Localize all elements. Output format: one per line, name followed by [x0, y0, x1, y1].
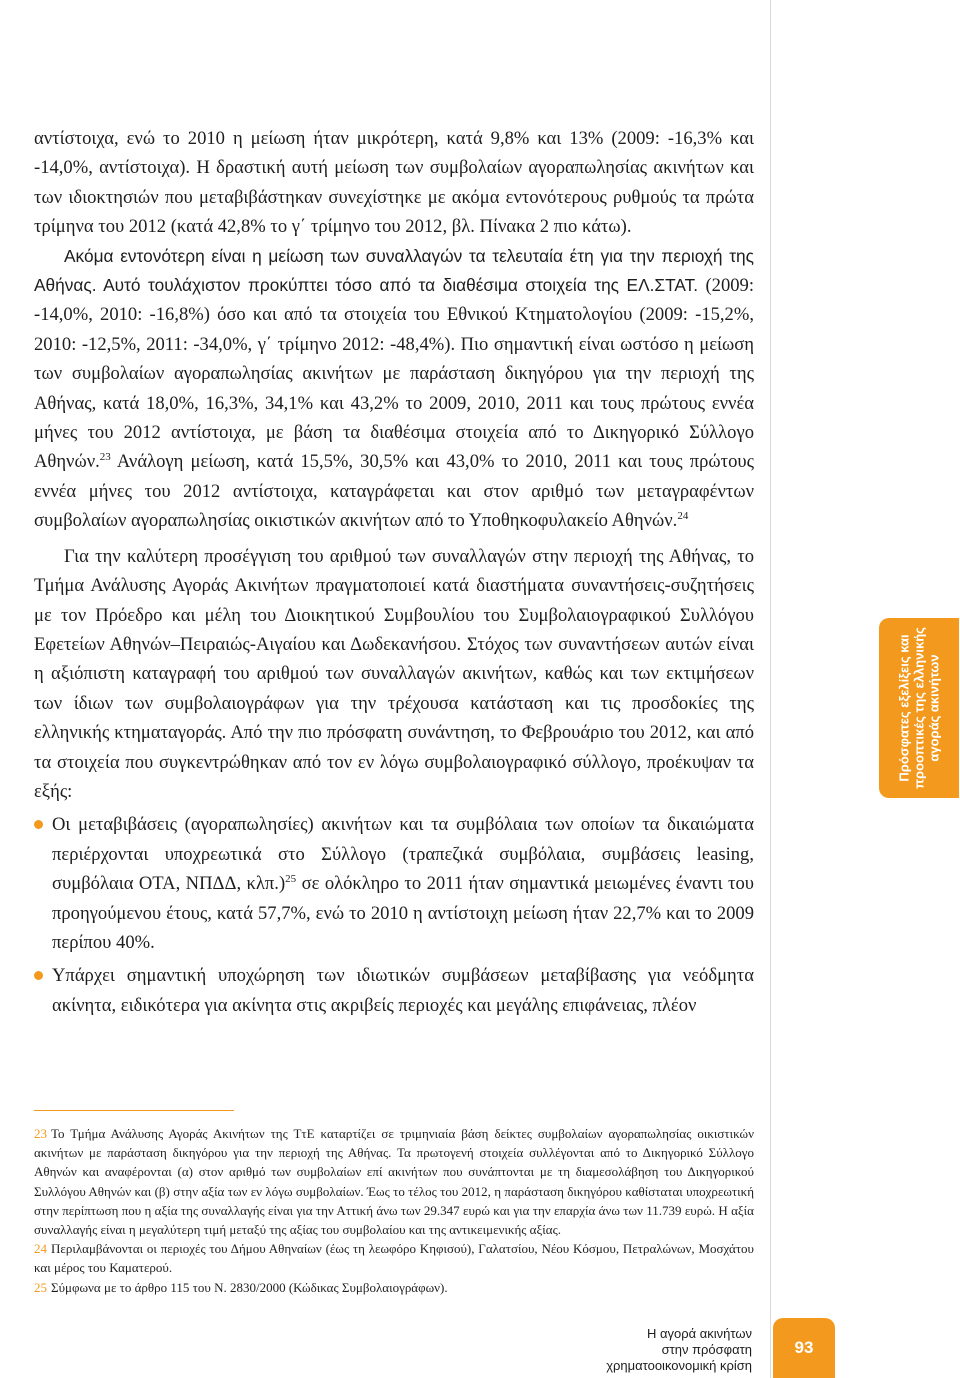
running-footer-title	[600, 1326, 752, 1374]
footnote-number: 23	[34, 1126, 47, 1141]
paragraph-2-sans-part: Ακόμα εντονότερη είναι η μείωση των συναλλαγών τα τελευταία έτη για την περιοχή της Αθήνας. Αυτό τουλάχιστον προκύπτει τόσο από τα διαθέσιμα στοιχεία της ΕΛ.ΣΤΑΤ.	[34, 245, 754, 296]
paragraph-1: αντίστοιχα, ενώ το 2010 η μείωση ήταν μικρότερη, κατά 9,8% και 13% (2009: -16,3% και -14,0%, αντίστοιχα). Η δραστική αυτή μείωση των συμβολαίων αγοραπωλησίας ακινήτων και των ιδιοκτησιών που μεταβιβάστηκαν συνεχίστηκε με ακόμα εντονότερους ρυθμούς τα πρώτα τρίμηνα του 2012 (κατά 42,8% το γ΄ τρίμηνο του 2012, βλ. Πίνακα 2 πιο κάτω).	[34, 128, 754, 238]
footnote-ref-23[interactable]: 23	[99, 451, 111, 464]
bullet-2-text: Υπάρχει σημαντική υποχώρηση των ιδιωτικών συμβάσεων μεταβίβασης για νεόδμητα ακίνητα, ειδικότερα για ακίνητα στις ακριβείς περιοχές και μεγάλης επιφάνειας, πλέον	[52, 965, 754, 1016]
footnote-ref-25[interactable]: 25	[285, 872, 297, 885]
paragraph-2-serif-part: (2009: -14,0%, 2010: -16,8%) όσο και από τα στοιχεία του Εθνικού Κτηματολογίου (2009: -15,2%, 2010: -12,5%, 2011: -34,0%, γ΄ τρίμηνο 2012: -48,4%). Πιο σημαντική είναι ωστόσο η μείωση των συμβολαίων αγοραπωλησίας ακινήτων με παράσταση δικηγόρου για την περιοχή της Αθήνας, κατά 18,0%, 16,3%, 34,1% και 43,2% το 2009, 2010, 2011 και τους πρώτους εννέα μήνες του 2012 αντίστοιχα, με βάση τα διαθέσιμα στοιχεία από το Δικηγορικό Σύλλογο Αθηνών.	[34, 275, 755, 473]
paragraph-3: Για την καλύτερη προσέγγιση του αριθμού των συναλλαγών στην περιοχή της Αθήνας, το Τμήμα Ανάλυσης Αγοράς Ακινήτων πραγματοποιεί κατά διαστήματα συναντήσεις-συζητήσεις με τον Πρόεδρο και μέλη του Διοικητικού Συμβουλίου του Συμβολαιογραφικού Συλλόγου Εφετείων Αθηνών–Πειραιώς-Αιγαίου και Δωδεκανήσου. Στόχος των συναντήσεων αυτών είναι η αξιόπιστη καταγραφή του αριθμού των συναλλαγών ακινήτων, καθώς και των εκτιμήσεων των ίδιων των συμβολαιογράφων για την τρέχουσα κατάσταση και τις προσδοκίες της ελληνικής κτηματαγοράς. Από την πιο πρόσφατη συνάντηση, το Φεβρουάριο του 2012, και από τα στοιχεία που συγκεντρώθηκαν από τον εν λόγω συμβολαιογραφικό σύλλογο, προέκυψαν τα εξής:	[34, 545, 754, 802]
footnote	[34, 1239, 754, 1277]
side-tab-line-2: προοπτικές της ελληνικής	[911, 627, 927, 789]
footnote-number: 24	[34, 1241, 47, 1257]
right-margin-rule	[770, 0, 771, 1378]
footer-line-1: Η αγορά ακινήτων	[646, 1326, 752, 1341]
page-number: 93	[794, 1338, 814, 1357]
footnote	[34, 1124, 754, 1239]
bullet-dot-icon	[34, 971, 43, 980]
footer-line-3: χρηματοοικονομική κρίση	[606, 1358, 752, 1373]
footnote-text: Περιλαμβάνονται οι περιοχές του Δήμου Αθηναίων (έως τη λεωφόρο Κηφισού), Γαλατσίου, Νέου Κόσμου, Πετραλώνων, Μοσχάτου και μέρος του Καματερού.	[34, 1241, 754, 1276]
bullet-item	[34, 961, 754, 1020]
chapter-side-tab-label	[897, 627, 942, 789]
side-tab-line-3: αγοράς ακινήτων	[926, 654, 942, 762]
footnotes	[34, 1124, 754, 1297]
footnote	[34, 1278, 754, 1297]
footnote-number: 25	[34, 1279, 47, 1295]
bullet-list	[34, 810, 754, 1020]
paragraph-2	[34, 242, 754, 536]
bullet-dot-icon	[34, 820, 43, 829]
page-number-box	[773, 1318, 835, 1378]
chapter-side-tab[interactable]	[879, 618, 959, 798]
footnote-text: Το Τμήμα Ανάλυσης Αγοράς Ακινήτων της ΤτΕ καταρτίζει σε τριμηνιαία βάση δείκτες συμβολαίων αγοραπωλησίας οικιστικών ακινήτων με παράσταση δικηγόρου για την περιοχή της Αθήνας. Τα πρωτογενή στοιχεία συλλέγονται από το Δικηγορικό Σύλλογο Αθηνών και αναφέρονται (α) στον αριθμό των συμβολαίων επί ακινήτων που συνάπτονται με τη διαμεσολάβηση του Δικηγορικού Συλλόγου Αθηνών και (β) στην αξία των εν λόγω συμβολαίων. Έως το τέλος του 2012, η παράσταση δικηγόρου καθίσταται υποχρεωτική στην περίπτωση που η αξία της συναλλαγής είναι για την Αττική άνω των 29.347 ευρώ και για την επαρχία άνω των 11.739 ευρώ. Η αξία συναλλαγής είναι η μεγαλύτερη τιμή μεταξύ της αξίας του συμβολαίου και της αντικειμενικής αξίας.	[34, 1126, 754, 1238]
main-body-text	[34, 124, 754, 1020]
footnote-text: Σύμφωνα με το άρθρο 115 του Ν. 2830/2000 (Κώδικας Συμβολαιογράφων).	[51, 1279, 448, 1295]
paragraph-2-tail: Ανάλογη μείωση, κατά 15,5%, 30,5% και 43,0% το 2010, 2011 και τους πρώτους εννέα μήνες του 2012 αντίστοιχα, καταγράφεται και στον αριθμό των μεταγραφέντων συμβολαίων αγοραπωλησίας οικιστικών ακινήτων από το Υποθηκοφυλακείο Αθηνών.	[34, 451, 754, 532]
footnote-separator	[34, 1110, 234, 1111]
footer-line-2: στην πρόσφατη	[661, 1342, 752, 1357]
footnote-ref-24[interactable]: 24	[677, 510, 689, 523]
side-tab-line-1: Πρόσφατες εξελίξεις και	[896, 634, 912, 782]
bullet-item	[34, 810, 754, 957]
bullet-1-text-b: σε ολόκληρο το 2011 ήταν σημαντικά μειωμένες έναντι του προηγούμενου έτους, κατά 57,7%, ενώ το 2010 η αντίστοιχη μείωση ήταν 22,7% και το 2009 περίπου 40%.	[52, 873, 754, 953]
bullet-1-text-a: Οι μεταβιβάσεις (αγοραπωλησίες) ακινήτων και τα συμβόλαια των οποίων τα δικαιώματα περιέρχονται υποχρεωτικά στο Σύλλογο (τραπεζικά συμβόλαια, συμβάσεις leasing, συμβόλαια ΟΤΑ, ΝΠΔΔ, κλπ.)	[52, 814, 754, 895]
